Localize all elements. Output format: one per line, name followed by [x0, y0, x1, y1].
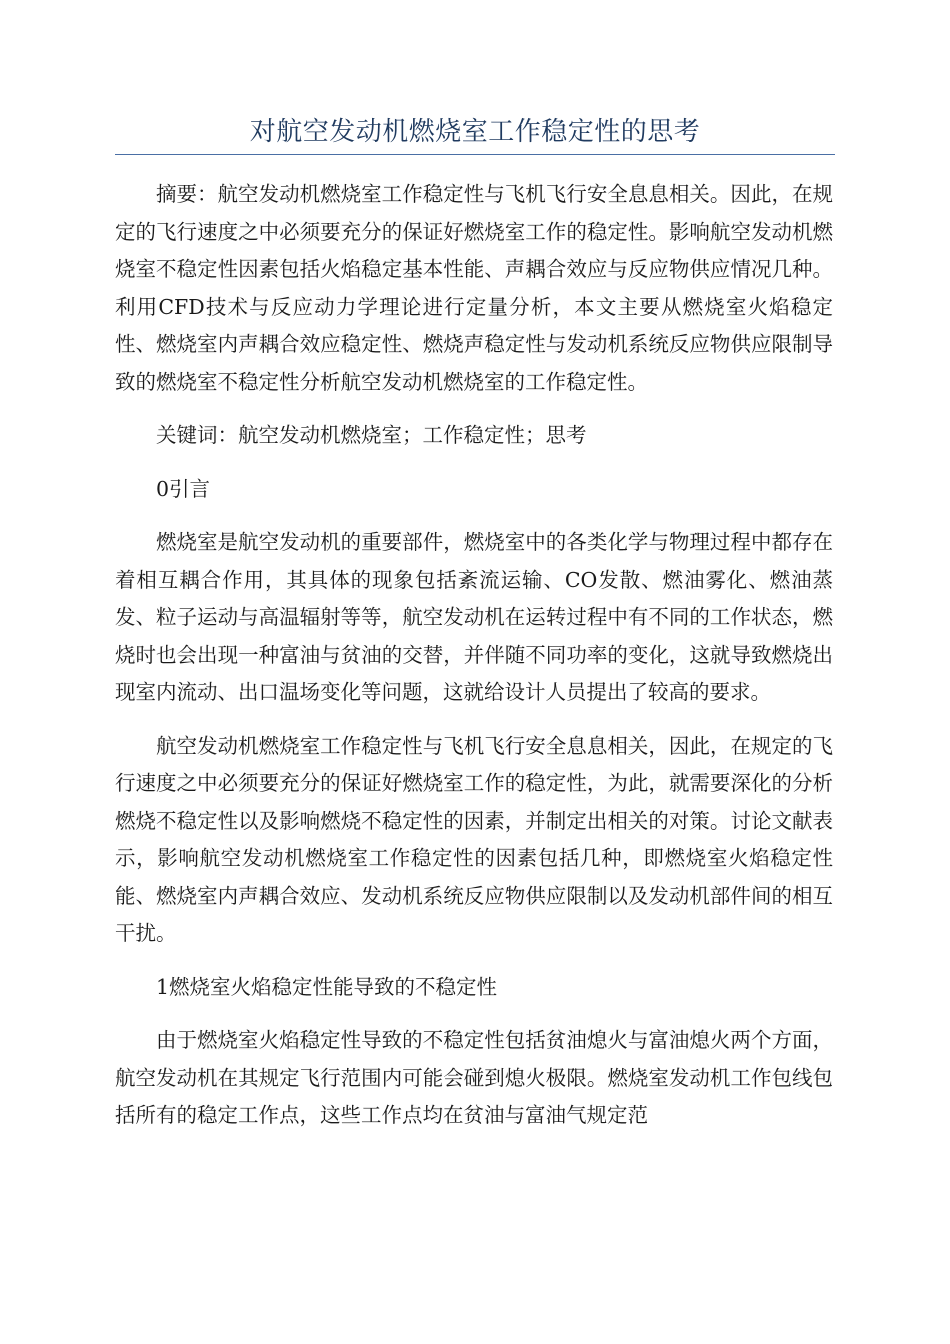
abstract-paragraph: 摘要：航空发动机燃烧室工作稳定性与飞机飞行安全息息相关。因此，在规定的飞行速度之中必须要充分的保证好燃烧室工作的稳定性。影响航空发动机燃烧室不稳定性因素包括火焰稳定基本性能、声耦合效应与反应物供应情况几种。利用CFD技术与反应动力学理论进行定量分析，本文主要从燃烧室火焰稳定性、燃烧室内声耦合效应稳定性、燃烧声稳定性与发动机系统反应物供应限制导致的燃烧室不稳定性分析航空发动机燃烧室的工作稳定性。: [115, 182, 833, 394]
document-body: [115, 176, 833, 1151]
body-paragraph: 航空发动机燃烧室工作稳定性与飞机飞行安全息息相关，因此，在规定的飞行速度之中必须要充分的保证好燃烧室工作的稳定性，为此，就需要深化的分析燃烧不稳定性以及影响燃烧不稳定性的因素，并制定出相关的对策。讨论文献表示，影响航空发动机燃烧室工作稳定性的因素包括几种，即燃烧室火焰稳定性能、燃烧室内声耦合效应、发动机系统反应物供应限制以及发动机部件间的相互干扰。: [115, 733, 833, 945]
document-title: 对航空发动机燃烧室工作稳定性的思考: [249, 117, 701, 147]
title-underline: [115, 154, 835, 155]
body-paragraph: 由于燃烧室火焰稳定性导致的不稳定性包括贫油熄火与富油熄火两个方面，航空发动机在其规定飞行范围内可能会碰到熄火极限。燃烧室发动机工作包线包括所有的稳定工作点，这些工作点均在贫油与富油气规定范: [115, 1028, 833, 1127]
keywords-line: 关键词：航空发动机燃烧室；工作稳定性；思考: [156, 423, 587, 447]
section-heading-1: 1燃烧室火焰稳定性能导致的不稳定性: [156, 974, 498, 999]
section-heading-introduction: 0引言: [156, 476, 211, 501]
body-paragraph: 燃烧室是航空发动机的重要部件，燃烧室中的各类化学与物理过程中都存在着相互耦合作用，其具体的现象包括紊流运输、CO发散、燃油雾化、燃油蒸发、粒子运动与高温辐射等等，航空发动机在运转过程中有不同的工作状态，燃烧时也会出现一种富油与贫油的交替，并伴随不同功率的变化，这就导致燃烧出现室内流动、出口温场变化等问题，这就给设计人员提出了较高的要求。: [115, 530, 833, 704]
